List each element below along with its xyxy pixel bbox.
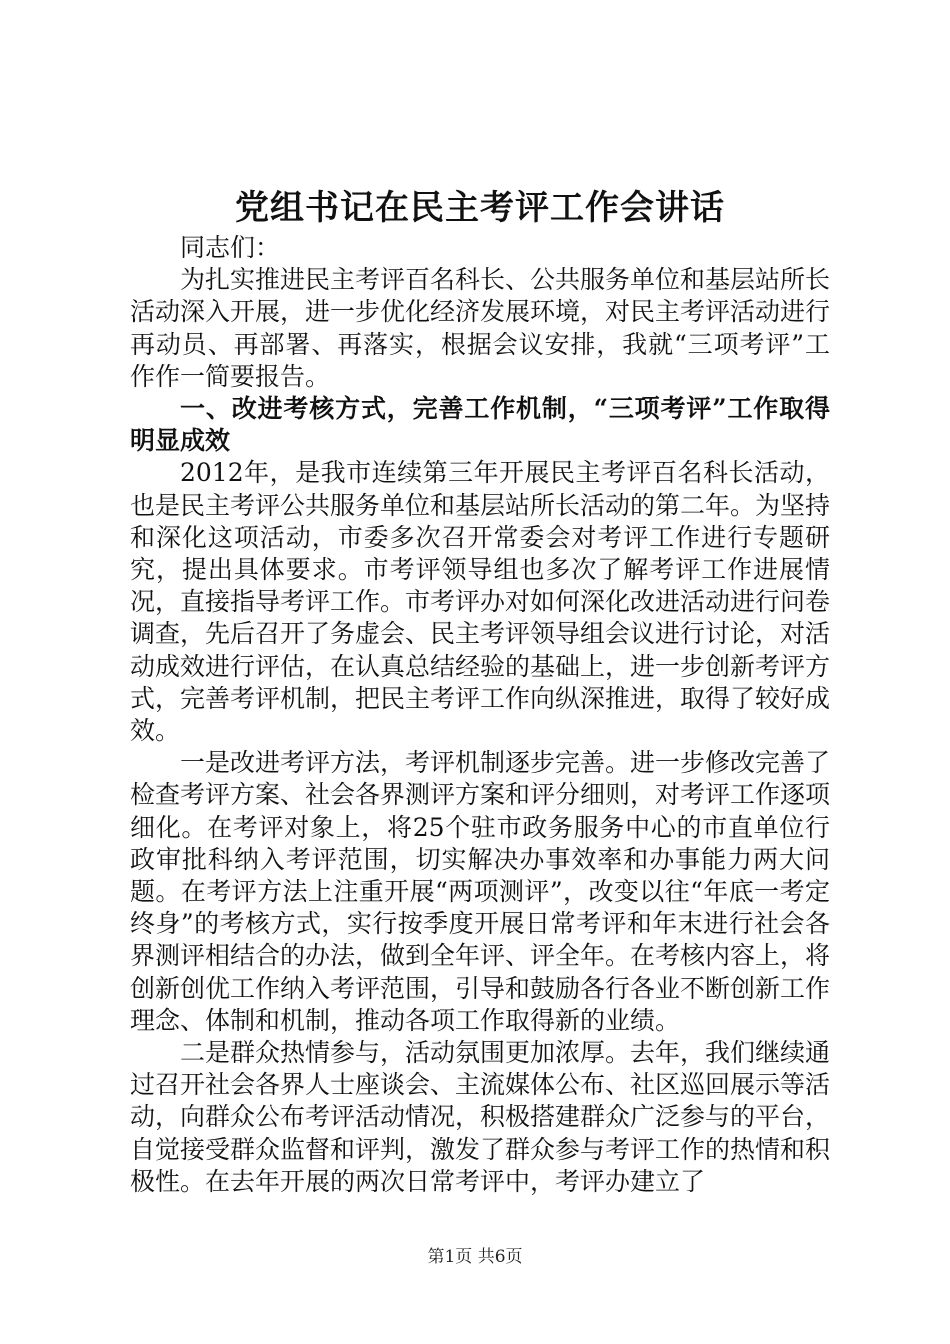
section-heading-1: 一、改进考核方式，完善工作机制，“三项考评”工作取得明显成效 bbox=[130, 394, 830, 456]
page-number-footer: 第1页 共6页 bbox=[427, 1247, 523, 1267]
paragraph-3: 二是群众热情参与，活动氛围更加浓厚。去年，我们继续通过召开社会各界人士座谈会、主流媒体公布、社区巡回展示等活动，向群众公布考评活动情况，积极搭建群众广泛参与的平台，自觉接受群众监督和评判，激发了群众参与考评工作的热情和积极性。在去年开展的两次日常考评中，考评办建立了 bbox=[130, 1038, 831, 1196]
paragraph-2: 一是改进考评方法，考评机制逐步完善。进一步修改完善了检查考评方案、社会各界测评方案和评分细则，对考评工作逐项细化。在考评对象上，将25个驻市政务服务中心的市直单位行政审批科纳入考评范围，切实解决办事效率和办事能力两大问题。在考评方法上注重开展“两项测评”，改变以往“年底一考定终身”的考核方式，实行按季度开展日常考评和年末进行社会各界测评相结合的办法，做到全年评、评全年。在考核内容上，将创新创优工作纳入考评范围，引导和鼓励各行各业不断创新工作理念、体制和机制，推动各项工作取得新的业绩。 bbox=[130, 748, 831, 1035]
document-title: 党组书记在民主考评工作会讲话 bbox=[235, 188, 725, 228]
salutation: 同志们： bbox=[180, 233, 281, 262]
paragraph-1: 2012年，是我市连续第三年开展民主考评百名科长活动，也是民主考评公共服务单位和基层站所长活动的第二年。为坚持和深化这项活动，市委多次召开常委会对考评工作进行专题研究，提出具体要求。市考评领导组也多次了解考评工作进展情况，直接指导考评工作。市考评办对如何深化改进活动进行问卷调查，先后召开了务虚会、民主考评领导组会议进行讨论，对活动成效进行评估，在认真总结经验的基础上，进一步创新考评方式，完善考评机制，把民主考评工作向纵深推进，取得了较好成效。 bbox=[130, 458, 831, 746]
intro-paragraph: 为扎实推进民主考评百名科长、公共服务单位和基层站所长活动深入开展，进一步优化经济发展环境，对民主考评活动进行再动员、再部署、再落实，根据会议安排，我就“三项考评”工作作一简要报告。 bbox=[130, 265, 831, 391]
document-body bbox=[130, 186, 830, 1198]
